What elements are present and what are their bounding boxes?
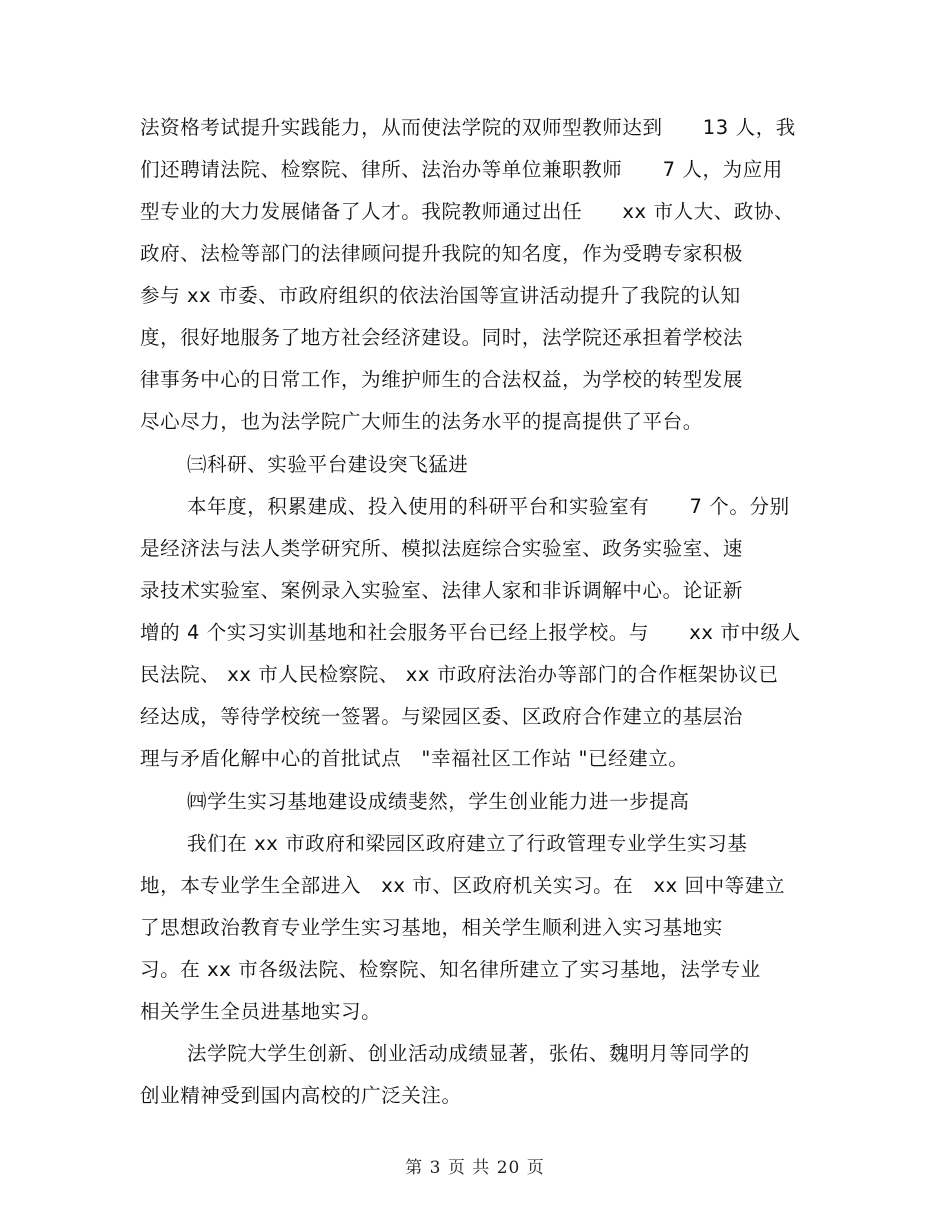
paragraph-first-line: 本年度，积累建成、投入使用的科研平台和实验室有 7 个。分别: [187, 495, 790, 518]
body-line: 们还聘请法院、检察院、律所、法治办等单位兼职教师 7 人，为应用: [140, 158, 783, 181]
body-line: 理与矛盾化解中心的首批试点 "幸福社区工作站 "已经建立。: [140, 747, 689, 770]
body-line: 录技术实验室、案例录入实验室、法律人家和非诉调解中心。论证新: [140, 579, 744, 602]
body-line: 创业精神受到国内高校的广泛关注。: [140, 1084, 462, 1107]
body-line: 相关学生全员进基地实习。: [140, 1000, 382, 1023]
body-line: 度，很好地服务了地方社会经济建设。同时，法学院还承担着学校法: [140, 326, 744, 349]
body-line: 参与 xx 市委、市政府组织的依法治国等宣讲活动提升了我院的认知: [140, 284, 741, 307]
page-footer: 第 3 页 共 20 页: [405, 1158, 545, 1178]
body-line: 了思想政治教育专业学生实习基地，相关学生顺利进入实习基地实: [140, 916, 723, 939]
paragraph-first-line: 法学院大学生创新、创业活动成绩显著，张佑、魏明月等同学的: [187, 1042, 750, 1065]
body-line: 民法院、 xx 市人民检察院、 xx 市政府法治办等部门的合作框架协议已: [140, 663, 779, 686]
body-line: 经达成，等待学校统一签署。与梁园区委、区政府合作建立的基层治: [140, 705, 744, 728]
body-line: 型专业的大力发展储备了人才。我院教师通过出任 xx 市人大、政协、: [140, 200, 795, 223]
paragraph-first-line: 我们在 xx 市政府和梁园区政府建立了行政管理专业学生实习基: [187, 832, 748, 855]
body-line: 律事务中心的日常工作，为维护师生的合法权益，为学校的转型发展: [140, 368, 744, 391]
body-line: 尽心尽力，也为法学院广大师生的法务水平的提高提供了平台。: [140, 410, 703, 433]
body-line: 政府、法检等部门的法律顾问提升我院的知名度，作为受聘专家积极: [140, 242, 744, 265]
body-line: 地，本专业学生全部进入 xx 市、区政府机关实习。在 xx 回中等建立: [140, 874, 786, 897]
body-line: 增的 4 个实习实训基地和社会服务平台已经上报学校。与 xx 市中级人: [140, 621, 801, 644]
body-line: 法资格考试提升实践能力，从而使法学院的双师型教师达到 13 人，我: [140, 116, 796, 139]
section-heading: ㈢科研、实验平台建设突飞猛进: [187, 453, 469, 476]
section-heading: ㈣学生实习基地建设成绩斐然，学生创业能力进一步提高: [187, 790, 690, 813]
body-line: 是经济法与法人类学研究所、模拟法庭综合实验室、政务实验室、速: [140, 537, 744, 560]
body-line: 习。在 xx 市各级法院、检察院、知名律所建立了实习基地，法学专业: [140, 958, 761, 981]
